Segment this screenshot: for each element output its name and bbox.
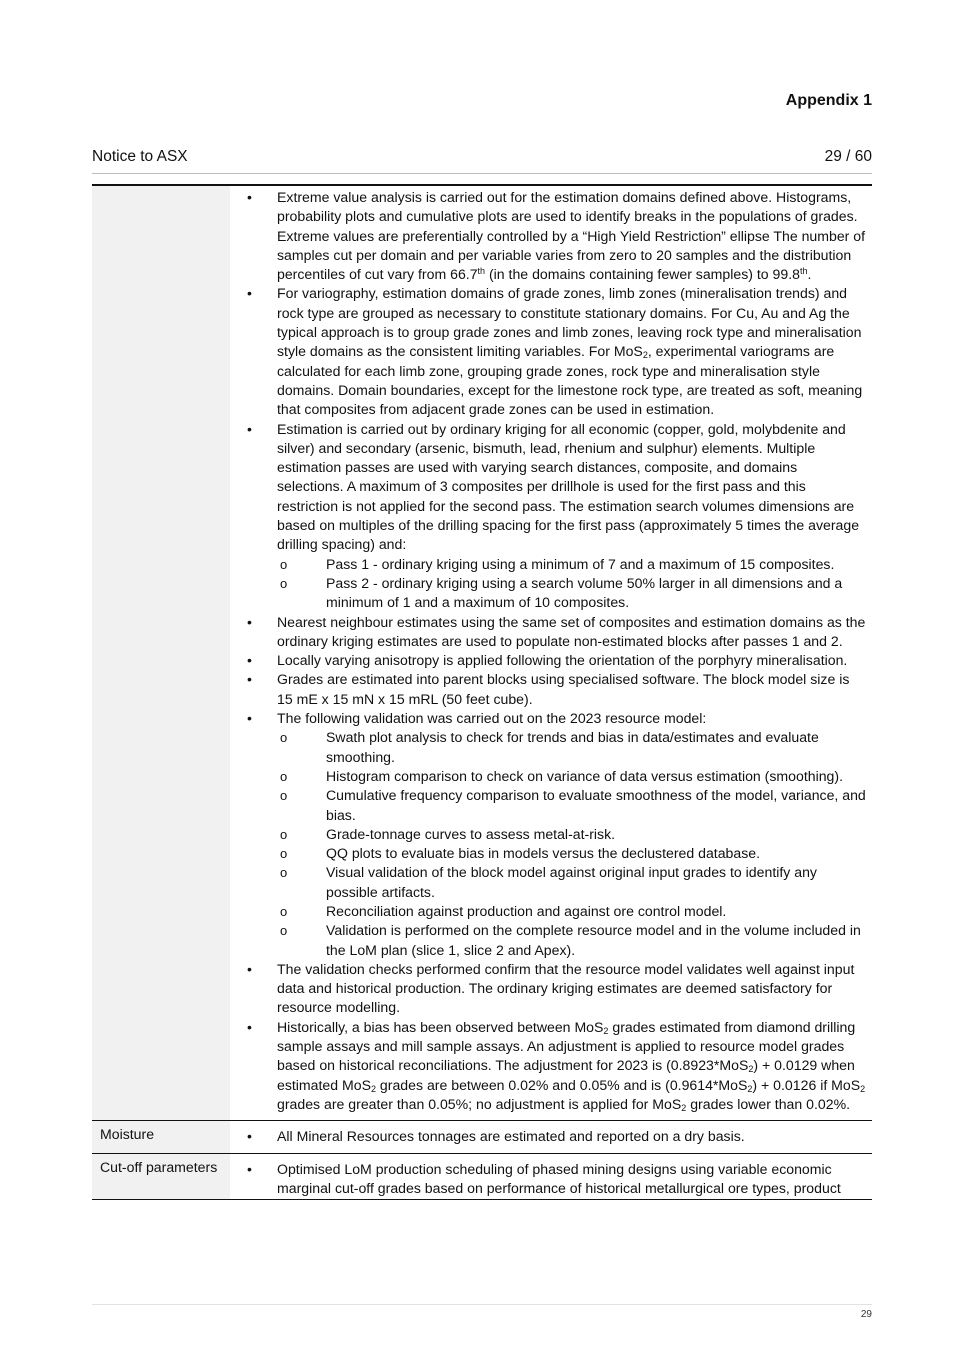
list-item: • Historically, a bias has been observed between MoS$_2$ grades estimated from diamond drilling sample assays and mill sample assays. An adjustment is applied to resource model grades based on historical reconciliations. The adjustment for 2023 is (0.8923*MoS$_2$) + 0.0129 when estimated MoS$_2$ grades are between 0.02% and 0.05% and is (0.9614*MoS$_2$) + 0.0126 if MoS$_2$ grades are greater than 0.05%; no adjustment is applied for MoS$_2$ grades lower than 0.02%. <box>230 1018 872 1114</box>
sub-list-item: o Pass 2 - ordinary kriging using a search volume 50% larger in all dimensions and a minimum of 1 and a maximum of 10 composites. <box>277 574 866 613</box>
sub-list-item: o QQ plots to evaluate bias in models versus the declustered database. <box>277 844 866 863</box>
list-item: • Estimation is carried out by ordinary kriging for all economic (copper, gold, molybdenite and silver) and secondary (arsenic, bismuth, lead, rhenium and sulphur) elements. Multiple estimation passes are used with varying search distances, composite, and domains selections. A maximum of 3 composites per drillhole is used for the first pass and this restriction is not applied for the second pass. The estimation search volumes dimensions are based on multiples of the drilling spacing for the first pass (approximately 5 times the average drilling spacing) and: o Pass 1 - ordinary kriging using a minimum of 7 and a maximum of 15 composites. o Pass 2 - ordinary kriging using a search volume 50% larger in all dimensions and a minimum of 1 and a maximum of 10 composites. <box>230 420 872 613</box>
moisture-bullets <box>230 1127 872 1146</box>
list-item: • Optimised LoM production scheduling of phased mining designs using variable economic marginal cut-off grades based on performance of historical metallurgical ore types, product <box>230 1160 872 1199</box>
page-counter: 29 / 60 <box>824 148 872 165</box>
list-item: • For variography, estimation domains of grade zones, limb zones (mineralisation trends) and rock type are grouped as necessary to constitute stationary domains. For Cu, Au and Ag the typical approach is to group grade zones and limb zones, leaving rock type and mineralisation style domains as the consistent limiting variables. For MoS$_2$, experimental variograms are calculated for each limb zone, grouping grade zones, rock type and mineralisation style domains. Domain boundaries, except for the limestone rock type, are treated as soft, meaning that composites from adjacent grade zones can be used in estimation. <box>230 284 872 419</box>
header-divider <box>92 173 872 174</box>
footer-divider <box>92 1304 872 1305</box>
page-header <box>92 148 872 166</box>
pass-sublist <box>277 555 866 613</box>
sub-list-item: o Cumulative frequency comparison to evaluate smoothness of the model, variance, and bias. <box>277 786 866 825</box>
jorc-table <box>92 184 872 1200</box>
row-label-moisture: Moisture <box>92 1121 230 1153</box>
cutoff-content <box>230 1153 872 1200</box>
table-row-estimation <box>92 185 872 1121</box>
estimation-bullets <box>230 188 872 1114</box>
table-row-moisture <box>92 1121 872 1153</box>
list-item: • Grades are estimated into parent blocks using specialised software. The block model size is 15 mE x 15 mN x 15 mRL (50 feet cube). <box>230 670 872 709</box>
list-item: • The validation checks performed confirm that the resource model validates well against input data and historical production. The ordinary kriging estimates are deemed satisfactory for resource modelling. <box>230 960 872 1018</box>
list-item: • The following validation was carried out on the 2023 resource model: o Swath plot analysis to check for trends and bias in data/estimates and evaluate smoothing. o Histogram comparison to check on variance of data versus estimation (smoothing). o Cumulative frequency comparison to evaluate smoothness of the model, variance, and bias. o Grade-tonnage curves to assess metal-at-risk. o QQ plots to evaluate bias in models versus the declustered database. o Visual validation of the block model against original input grades to identify any possible artifacts. o Reconciliation against production and against ore control model. o Validation is performed on the complete resource model and in the volume included in the LoM plan (slice 1, slice 2 and Apex). <box>230 709 872 960</box>
row-label-cutoff: Cut-off parameters <box>92 1153 230 1200</box>
row-label-empty <box>92 185 230 1121</box>
sub-list-item: o Visual validation of the block model against original input grades to identify any possible artifacts. <box>277 863 866 902</box>
appendix-label: Appendix 1 <box>785 92 872 109</box>
document-title: Notice to ASX <box>92 148 188 165</box>
page-number: 29 <box>860 1309 872 1320</box>
sub-list-item: o Grade-tonnage curves to assess metal-at-risk. <box>277 825 866 844</box>
table-row-cutoff <box>92 1153 872 1200</box>
sub-list-item: o Validation is performed on the complete resource model and in the volume included in the LoM plan (slice 1, slice 2 and Apex). <box>277 921 866 960</box>
sub-list-item: o Pass 1 - ordinary kriging using a minimum of 7 and a maximum of 15 composites. <box>277 555 866 574</box>
sub-list-item: o Reconciliation against production and against ore control model. <box>277 902 866 921</box>
cutoff-bullets <box>230 1160 872 1199</box>
sub-list-item: o Histogram comparison to check on variance of data versus estimation (smoothing). <box>277 767 866 786</box>
sub-list-item: o Swath plot analysis to check for trends and bias in data/estimates and evaluate smoothing. <box>277 728 866 767</box>
moisture-content <box>230 1121 872 1153</box>
estimation-content <box>230 185 872 1121</box>
list-item: • Nearest neighbour estimates using the same set of composites and estimation domains as the ordinary kriging estimates are used to populate non-estimated blocks after passes 1 and 2. <box>230 613 872 652</box>
list-item: • Locally varying anisotropy is applied following the orientation of the porphyry mineralisation. <box>230 651 872 670</box>
validation-sublist <box>277 728 866 960</box>
list-item: • Extreme value analysis is carried out for the estimation domains defined above. Histograms, probability plots and cumulative plots are used to identify breaks in the populations of grades. Extreme values are preferentially controlled by a “High Yield Restriction” ellipse The number of samples cut per domain and per variable varies from zero to 20 samples and the distribution percentiles of cut vary from 66.7th (in the domains containing fewer samples) to 99.8th. <box>230 188 872 284</box>
list-item: • All Mineral Resources tonnages are estimated and reported on a dry basis. <box>230 1127 872 1146</box>
